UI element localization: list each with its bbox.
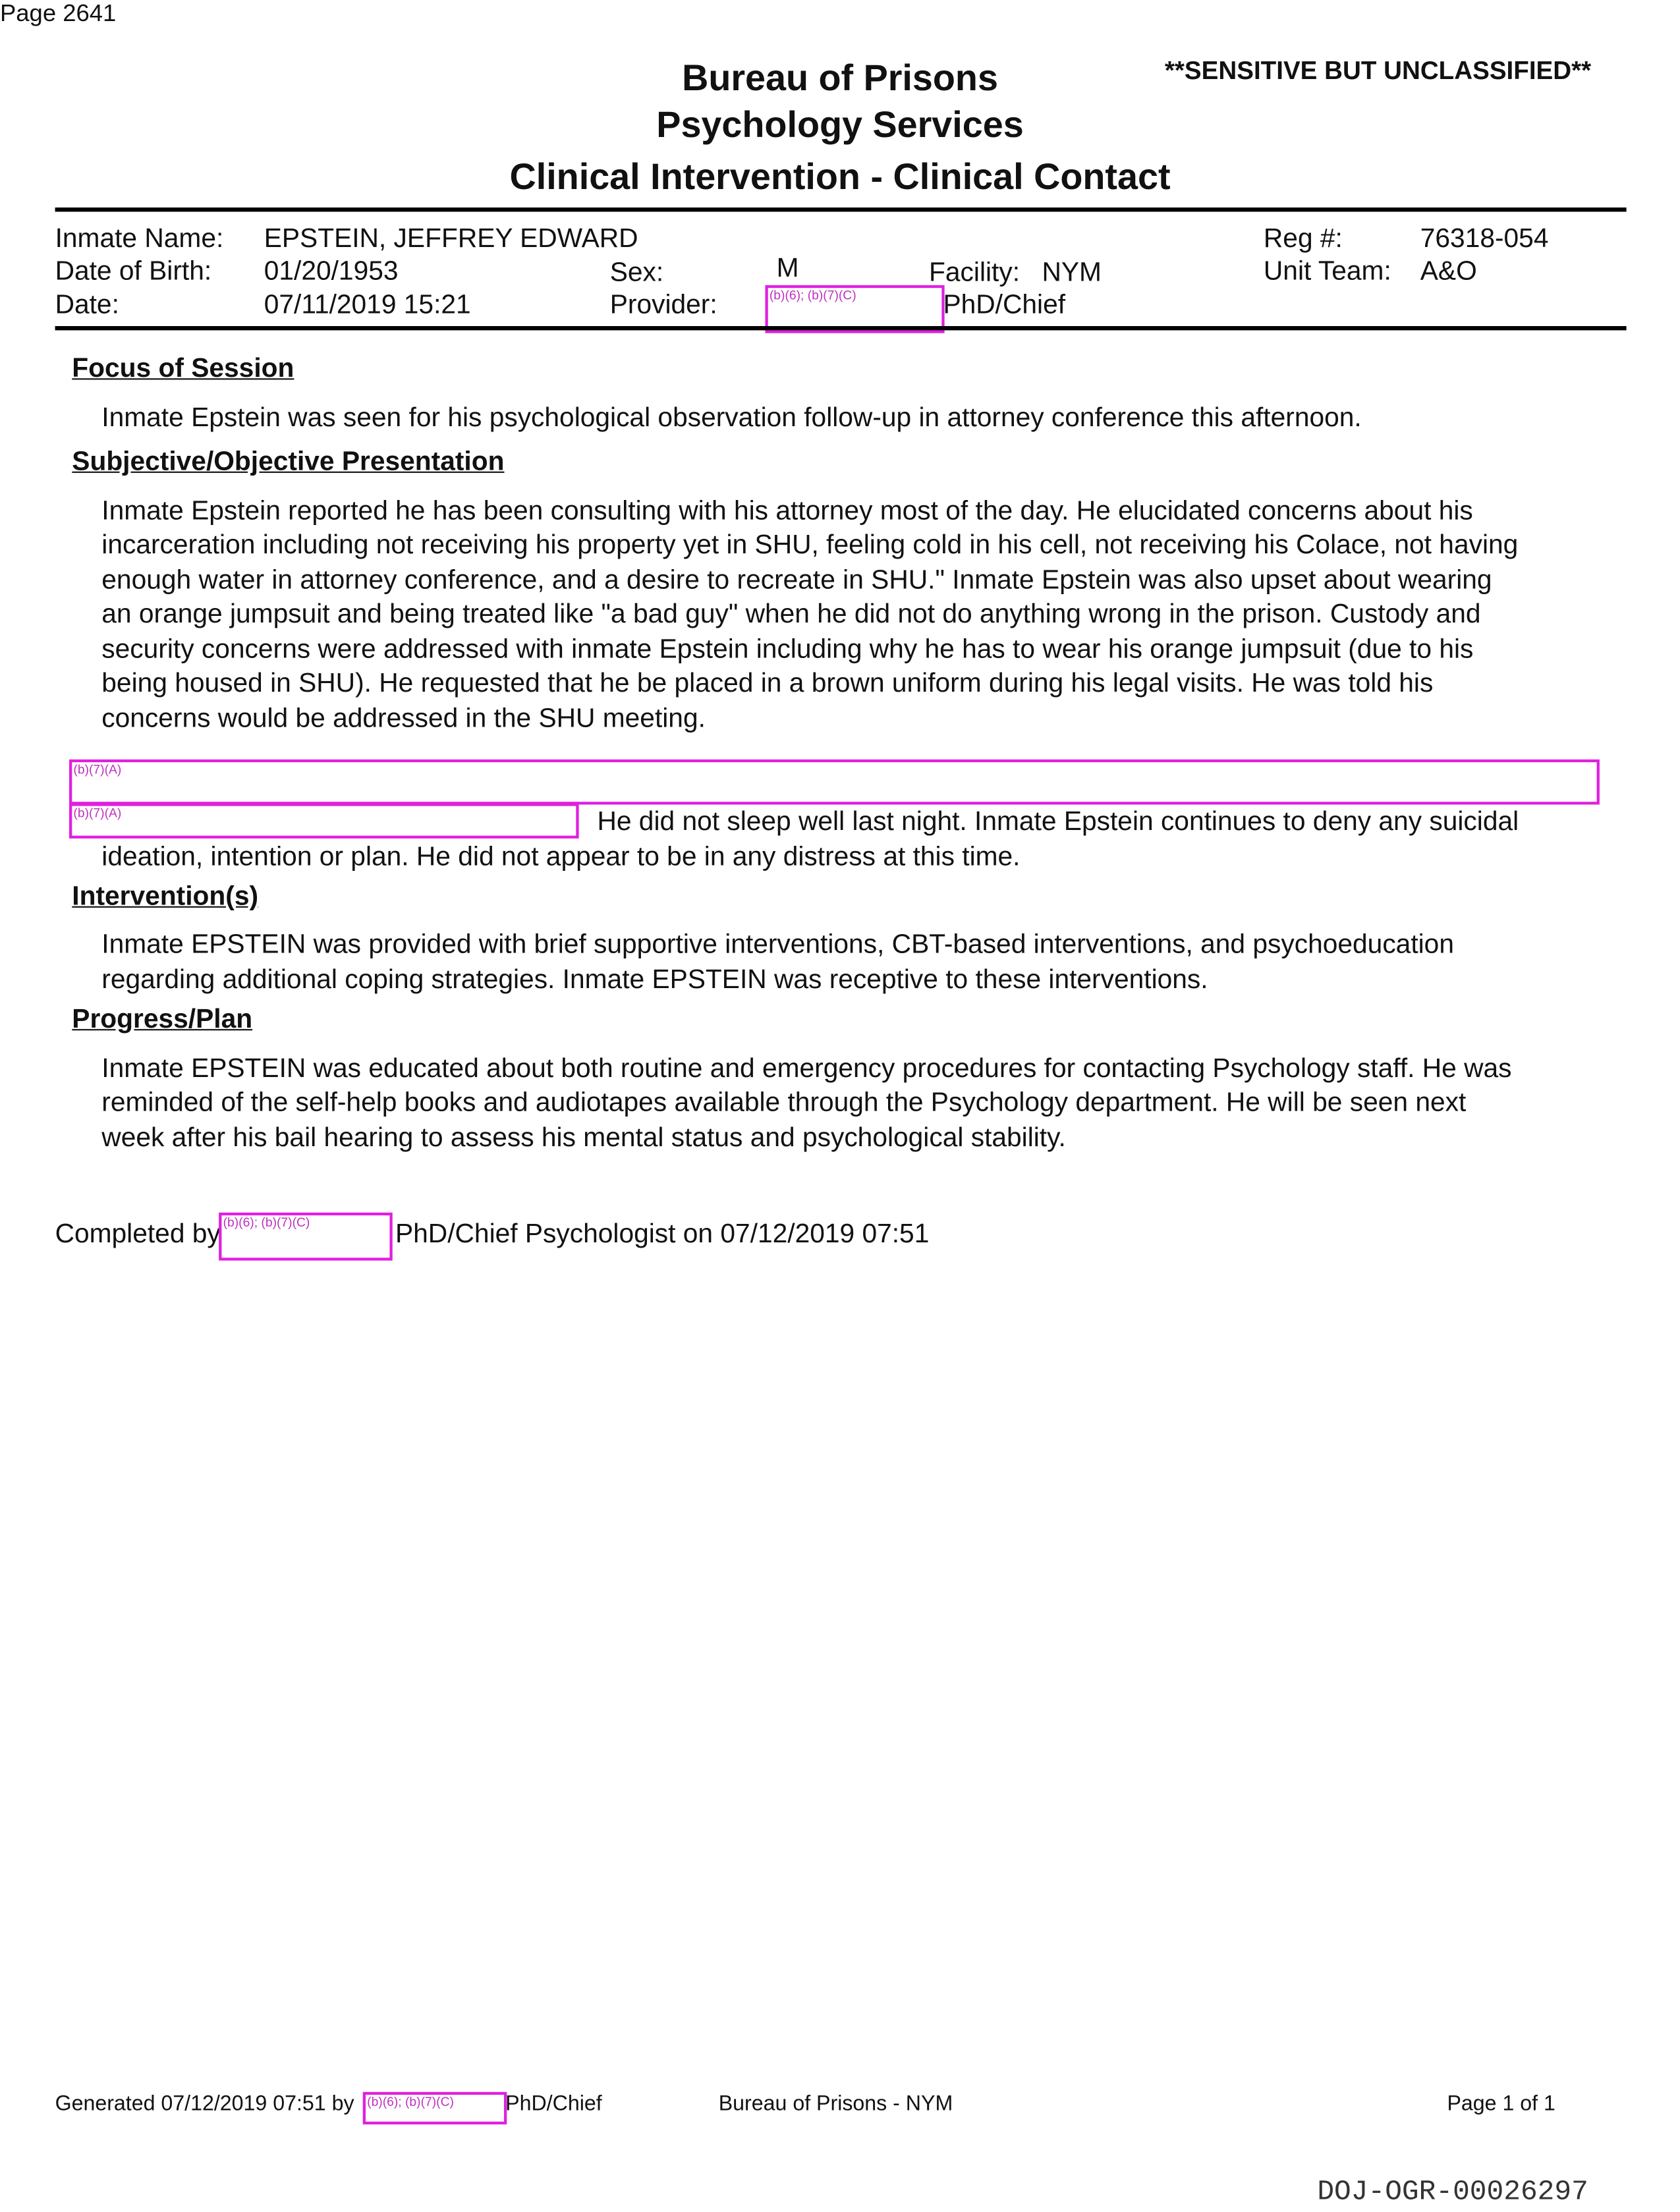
facility: NYM	[1042, 258, 1102, 289]
redaction-box-short	[69, 803, 579, 839]
page-label: Page 2641	[0, 0, 117, 27]
heading-plan: Progress/Plan	[72, 1005, 253, 1035]
completed-by-prefix: Completed by	[55, 1219, 221, 1250]
subjective-line: incarceration including not receiving his property yet in SHU, feeling cold in his cell, not receiving his Colace, not having	[101, 530, 1519, 561]
facility-label: Facility:	[929, 258, 1021, 289]
redaction-code: (b)(7)(A)	[73, 806, 122, 821]
sex: M	[776, 254, 799, 284]
intervention-line: Inmate EPSTEIN was provided with brief supportive interventions, CBT-based interventions, and psychoeducation	[101, 930, 1454, 960]
title-bureau: Bureau of Prisons	[682, 56, 998, 99]
date: 07/11/2019 15:21	[264, 290, 471, 321]
date-label: Date:	[55, 290, 119, 321]
unit-team-label: Unit Team:	[1263, 257, 1391, 287]
title-psychology: Psychology Services	[656, 103, 1024, 146]
redaction-code: (b)(6); (b)(7)(C)	[367, 2095, 454, 2109]
subjective-line: an orange jumpsuit and being treated like "a bad guy" when he did not do anything wrong in the prison. Custody and	[101, 599, 1481, 630]
footer-page: Page 1 of 1	[1447, 2091, 1555, 2116]
unit-team: A&O	[1420, 257, 1477, 287]
plan-line: reminded of the self-help books and audiotapes available through the Psychology department. He will be seen next	[101, 1088, 1467, 1119]
divider-top	[55, 207, 1627, 211]
sex-label: Sex:	[609, 258, 664, 289]
provider-title: PhD/Chief	[943, 290, 1066, 321]
reg-number: 76318-054	[1420, 224, 1549, 254]
intervention-line: regarding additional coping strategies. Inmate EPSTEIN was receptive to these interventions.	[101, 965, 1208, 995]
subjective-after-redaction-2: ideation, intention or plan. He did not appear to be in any distress at this time.	[101, 843, 1021, 873]
completed-by-suffix: PhD/Chief Psychologist on 07/12/2019 07:51	[395, 1219, 930, 1250]
dob: 01/20/1953	[264, 257, 399, 287]
subjective-line: enough water in attorney conference, and a desire to recreate in SHU." Inmate Epstein was also upset about wearing	[101, 566, 1492, 596]
plan-line: week after his bail hearing to assess his mental status and psychological stability.	[101, 1123, 1066, 1153]
redaction-code: (b)(6); (b)(7)(C)	[769, 288, 856, 302]
inmate-name-label: Inmate Name:	[55, 224, 224, 254]
heading-subjective: Subjective/Objective Presentation	[72, 447, 505, 478]
redaction-box-completed	[219, 1213, 393, 1261]
heading-focus: Focus of Session	[72, 354, 294, 384]
footer-org: Bureau of Prisons - NYM	[718, 2091, 953, 2116]
redaction-box-footer	[363, 2092, 507, 2124]
title-clinical: Clinical Intervention - Clinical Contact	[509, 155, 1171, 198]
bates-number: DOJ-OGR-00026297	[1317, 2176, 1588, 2209]
subjective-after-redaction: He did not sleep well last night. Inmate Epstein continues to deny any suicidal	[597, 807, 1519, 837]
inmate-name: EPSTEIN, JEFFREY EDWARD	[264, 224, 638, 254]
dob-label: Date of Birth:	[55, 257, 212, 287]
redaction-code: (b)(6); (b)(7)(C)	[223, 1215, 310, 1230]
footer-generated: Generated 07/12/2019 07:51 by	[55, 2091, 354, 2116]
divider-bottom	[55, 326, 1627, 330]
provider-label: Provider:	[609, 290, 717, 321]
subjective-line: being housed in SHU). He requested that he be placed in a brown uniform during his legal visits. He was told his	[101, 669, 1434, 699]
subjective-line: security concerns were addressed with inmate Epstein including why he has to wear his orange jumpsuit (due to his	[101, 635, 1474, 665]
redaction-box-wide	[69, 760, 1600, 805]
heading-intervention: Intervention(s)	[72, 882, 259, 912]
subjective-line: concerns would be addressed in the SHU meeting.	[101, 704, 706, 734]
redaction-code: (b)(7)(A)	[73, 762, 122, 777]
plan-line: Inmate EPSTEIN was educated about both routine and emergency procedures for contacting Psychology staff. He was	[101, 1054, 1512, 1084]
footer-title: PhD/Chief	[505, 2091, 602, 2116]
classification-banner: **SENSITIVE BUT UNCLASSIFIED**	[1164, 56, 1592, 85]
subjective-line: Inmate Epstein reported he has been consulting with his attorney most of the day. He elucidated concerns about his	[101, 497, 1473, 527]
focus-text: Inmate Epstein was seen for his psychological observation follow-up in attorney conference this afternoon.	[101, 403, 1362, 433]
reg-label: Reg #:	[1263, 224, 1343, 254]
